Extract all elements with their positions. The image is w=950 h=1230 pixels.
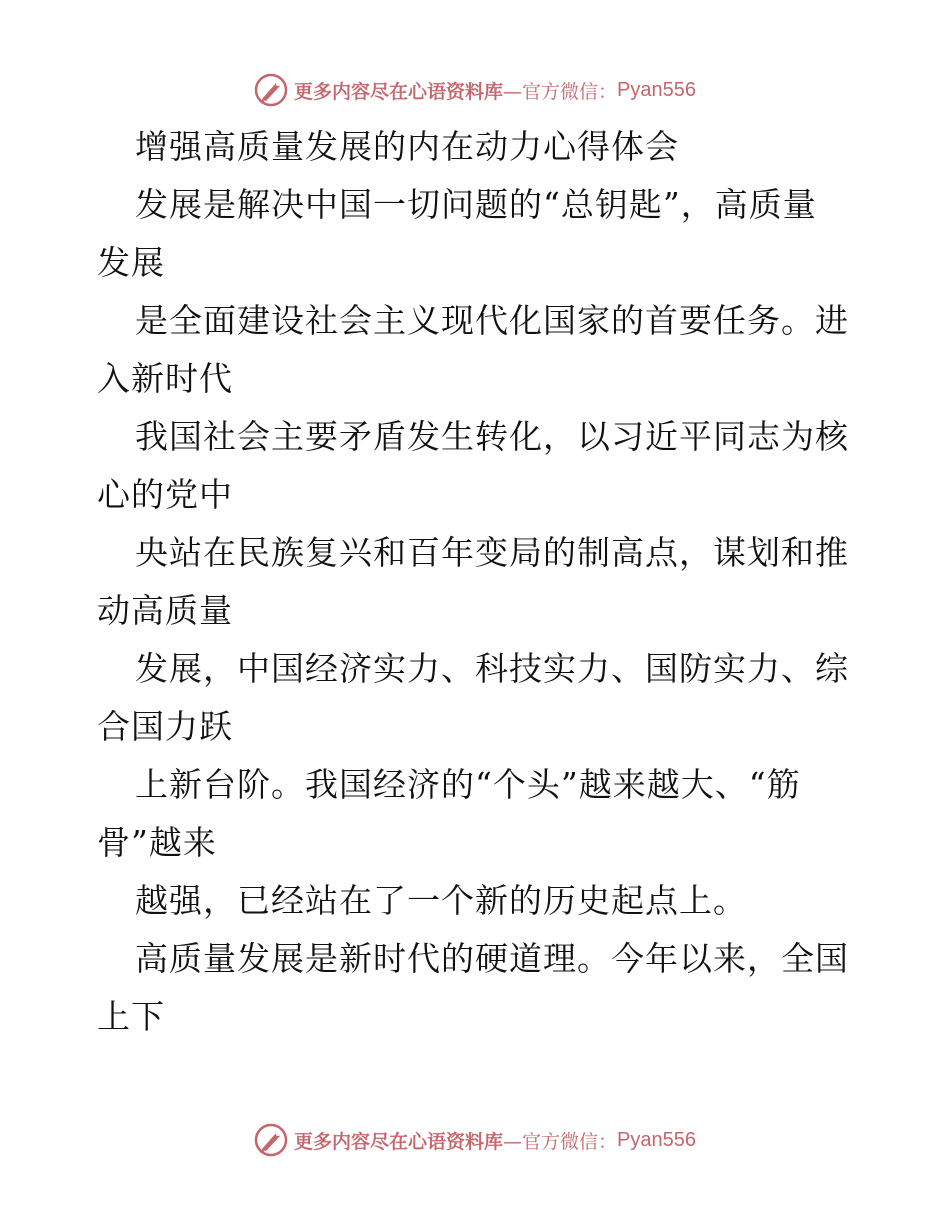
header-site-text: 更多内容尽在心语资料库 — [294, 80, 504, 103]
text-line: 动高质量 — [97, 591, 233, 630]
text-line: 上新台阶。我国经济的“个头”越来越大、“筋 — [135, 765, 801, 804]
text-line: 发展是解决中国一切问题的“总钥匙”，高质量 — [135, 185, 817, 224]
text-line: 心的党中 — [97, 475, 233, 514]
document-body — [97, 118, 857, 1046]
text-line: 合国力跃 — [97, 707, 233, 746]
text-line: 是全面建设社会主义现代化国家的首要任务。进 — [135, 301, 849, 340]
pen-logo-icon — [254, 1123, 288, 1157]
text-line: 发展，中国经济实力、科技实力、国防实力、综 — [135, 649, 849, 688]
header-wechat-id: Pyan556 — [617, 78, 696, 101]
header-dash-text: —官方微信： — [503, 80, 618, 103]
footer-wechat-id: Pyan556 — [617, 1128, 696, 1151]
footer-site-text: 更多内容尽在心语资料库 — [294, 1130, 504, 1153]
text-line: 发展 — [97, 243, 165, 282]
text-line: 上下 — [97, 997, 165, 1036]
header-watermark — [0, 70, 950, 110]
text-line: 我国社会主要矛盾发生转化，以习近平同志为核 — [135, 417, 849, 456]
text-line: 央站在民族复兴和百年变局的制高点，谋划和推 — [135, 533, 849, 572]
text-line: 越强，已经站在了一个新的历史起点上。 — [135, 881, 747, 920]
text-line: 高质量发展是新时代的硬道理。今年以来，全国 — [135, 939, 849, 978]
text-line: 入新时代 — [97, 359, 233, 398]
text-line: 骨”越来 — [97, 823, 217, 862]
document-title: 增强高质量发展的内在动力心得体会 — [135, 127, 679, 166]
footer-dash-text: —官方微信： — [503, 1130, 618, 1153]
footer-watermark — [0, 1120, 950, 1160]
pen-logo-icon — [254, 73, 288, 107]
